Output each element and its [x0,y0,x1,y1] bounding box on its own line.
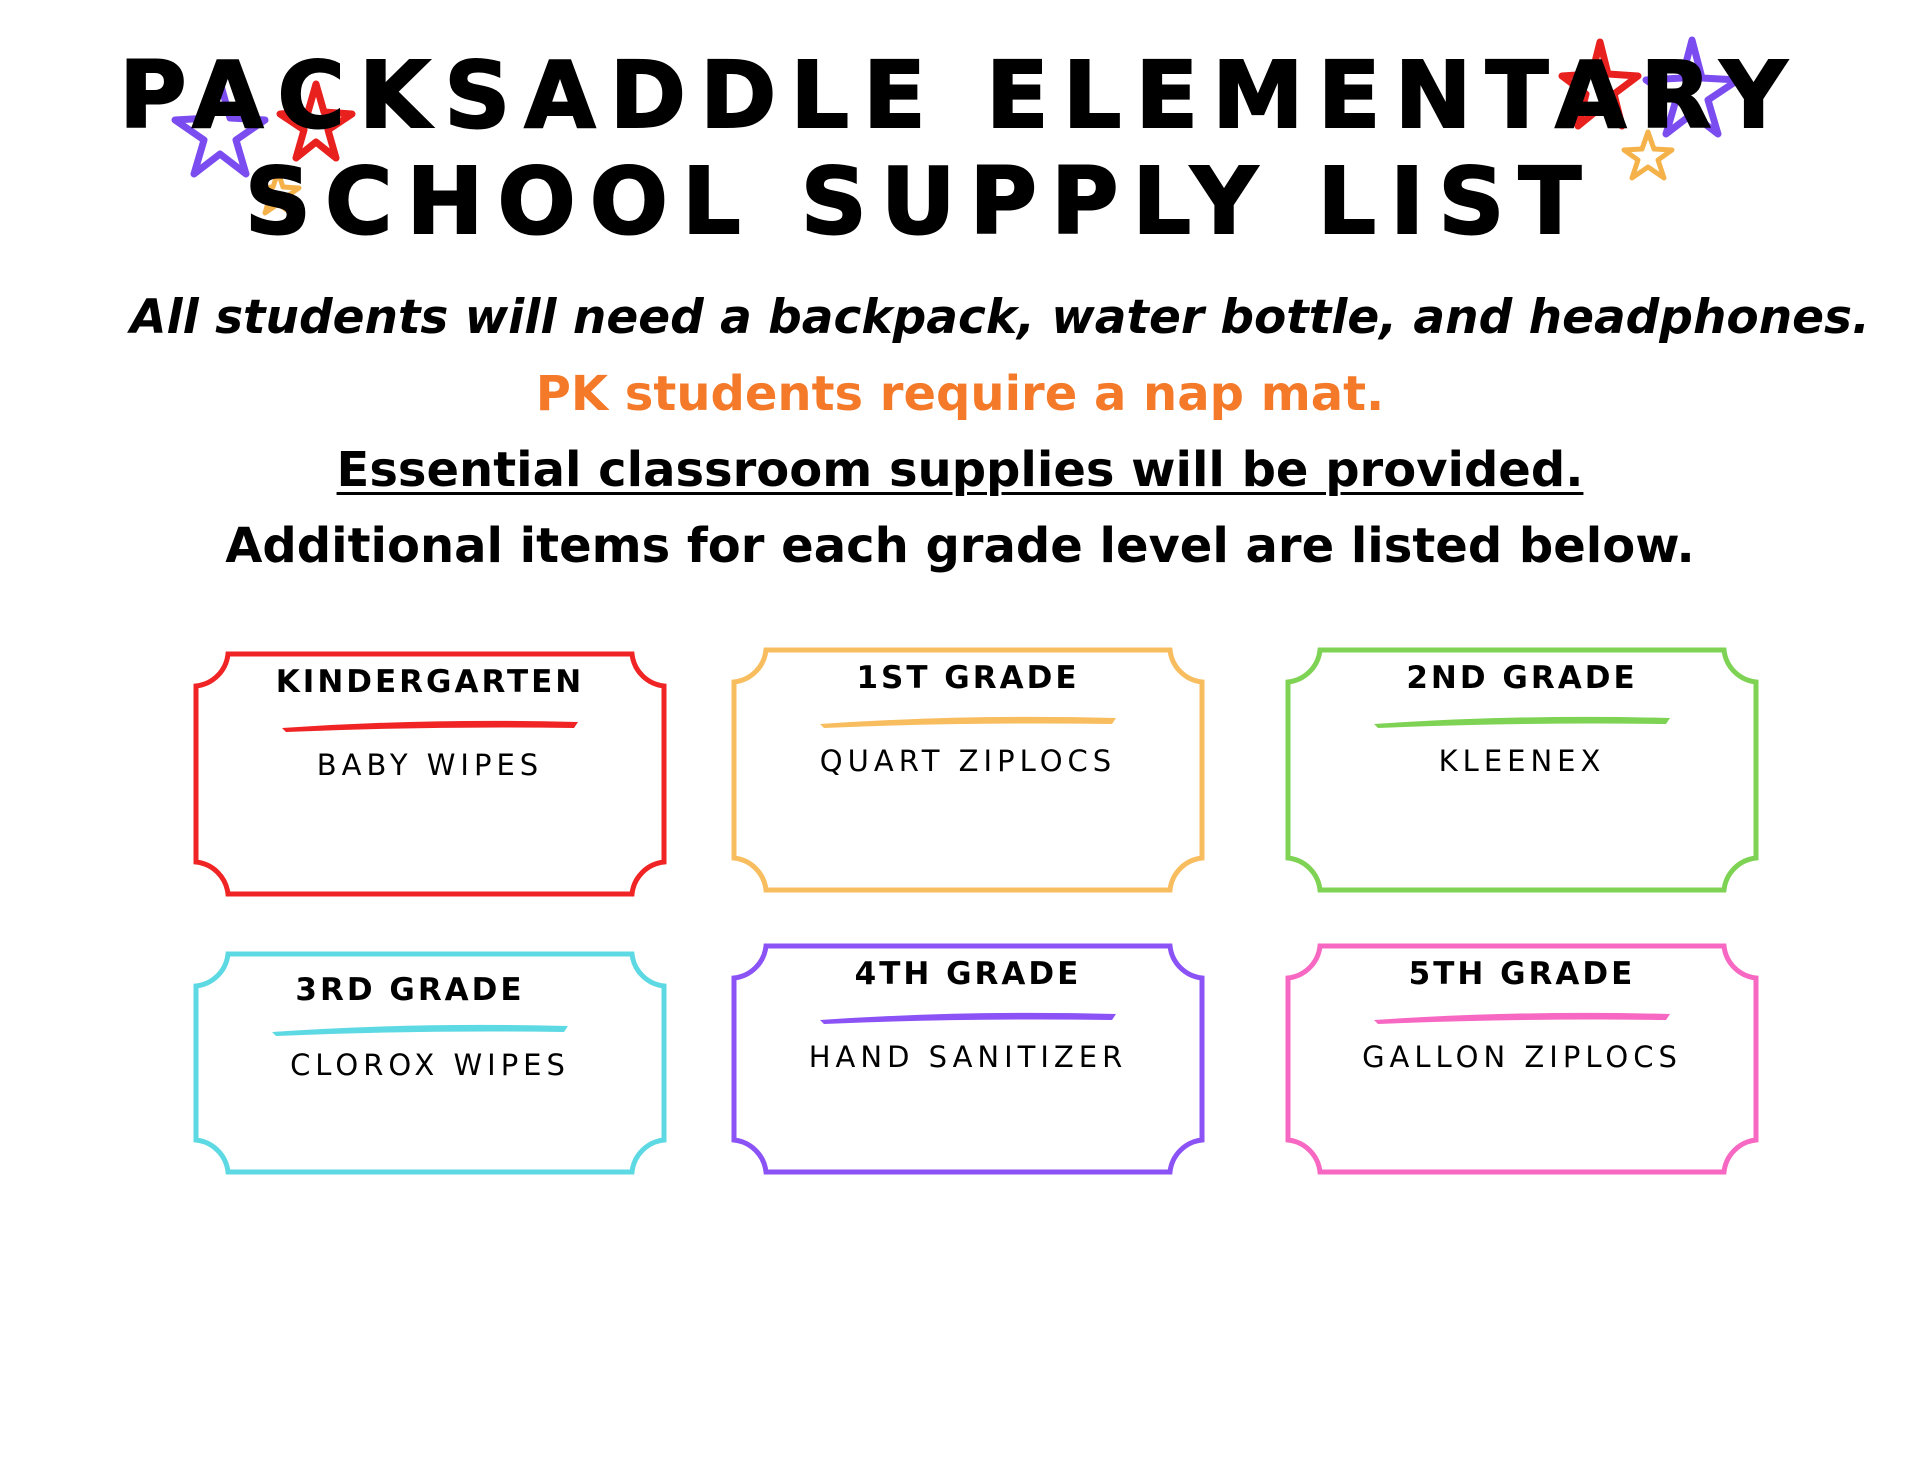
grade-label: 2ND GRADE [1406,660,1638,696]
supply-item: BABY WIPES [316,748,544,782]
grade-card-5th [1284,942,1760,1190]
pk-students-note: PK students require a nap mat. [535,366,1385,422]
page-title-line1: PACKSADDLE ELEMENTARY [119,42,1801,149]
crayon-underline [816,1008,1120,1026]
page-title-line2: SCHOOL SUPPLY LIST [244,148,1596,255]
supply-item: CLOROX WIPES [290,1048,570,1082]
grade-label: KINDERGARTEN [275,664,585,700]
additional-items-note: Additional items for each grade level are listed below. [225,518,1695,574]
crayon-underline [268,1020,572,1038]
grade-card-1st [730,646,1206,894]
essential-supplies-text: Essential classroom supplies will be provided. [336,442,1584,498]
crayon-underline [1370,1008,1674,1026]
grade-label: 5TH GRADE [1408,956,1636,992]
supply-item: QUART ZIPLOCS [819,744,1117,778]
crayon-underline [1370,712,1674,730]
grade-card-4th [730,942,1206,1190]
crayon-underline [278,716,582,734]
supply-item: HAND SANITIZER [808,1040,1128,1074]
grade-label: 3RD GRADE [295,972,525,1008]
grade-card-2nd [1284,646,1760,894]
all-students-note: All students will need a backpack, water bottle, and headphones. [130,290,1870,345]
supply-item: KLEENEX [1438,744,1606,778]
grade-card-kindergarten [192,650,668,898]
grade-label: 4TH GRADE [854,956,1082,992]
crayon-underline [816,712,1120,730]
essential-supplies-note [0,442,1920,498]
grade-label: 1ST GRADE [856,660,1080,696]
grade-card-3rd [192,950,668,1198]
supply-item: GALLON ZIPLOCS [1362,1040,1682,1074]
